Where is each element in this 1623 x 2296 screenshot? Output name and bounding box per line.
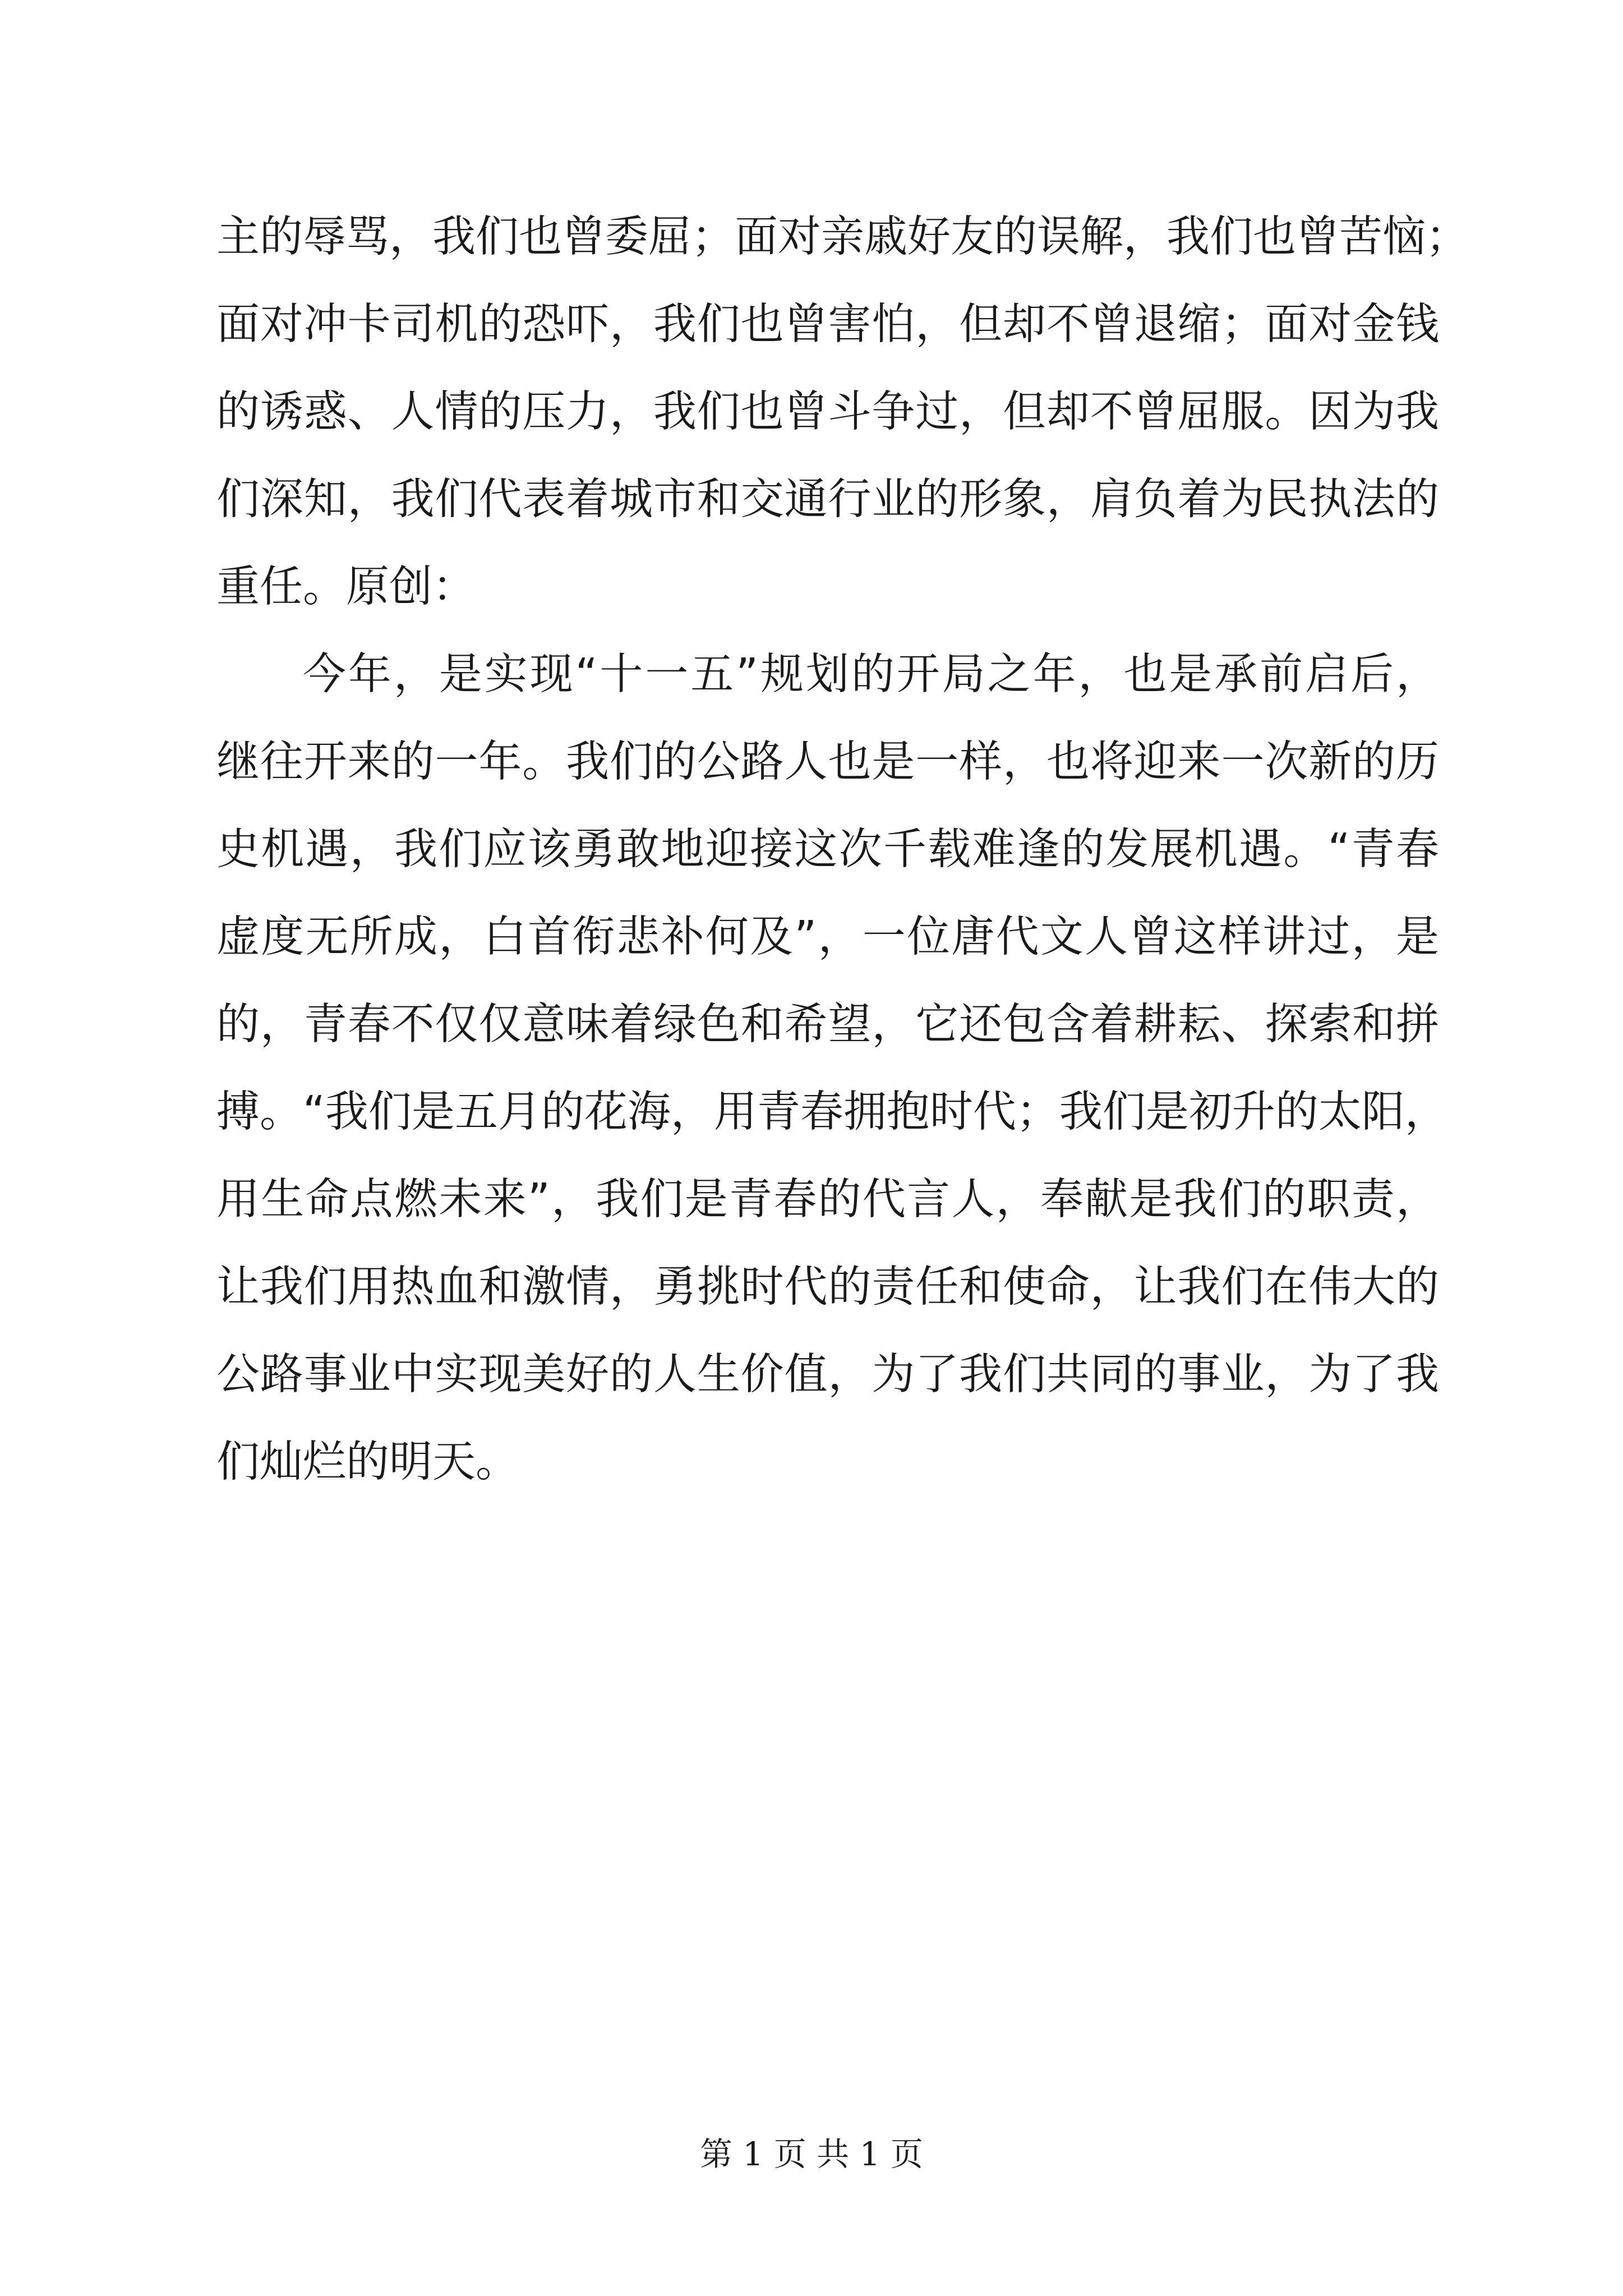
text-line: 主的辱骂，我们也曾委屈；面对亲戚好友的误解，我们也曾苦恼； bbox=[216, 212, 1469, 262]
page-number-footer: 第 1 页 共 1 页 bbox=[700, 2135, 923, 2173]
paragraph-1 bbox=[216, 194, 1469, 631]
text-line: 史机遇，我们应该勇敢地迎接这次千载难逢的发展机遇。“青春 bbox=[216, 825, 1439, 875]
text-line: 继往开来的一年。我们的公路人也是一样，也将迎来一次新的历 bbox=[216, 737, 1439, 787]
text-line: 的，青春不仅仅意味着绿色和希望，它还包含着耕耘、探索和拼 bbox=[216, 1000, 1439, 1050]
text-line: 的诱惑、人情的压力，我们也曾斗争过，但却不曾屈服。因为我 bbox=[216, 387, 1439, 437]
text-line: 今年，是实现“十一五”规划的开局之年，也是承前启后， bbox=[303, 650, 1439, 700]
text-line: 用生命点燃未来”，我们是青春的代言人，奉献是我们的职责， bbox=[216, 1175, 1439, 1225]
text-line: 让我们用热血和激情，勇挑时代的责任和使命，让我们在伟大的 bbox=[216, 1262, 1439, 1312]
paragraph-2 bbox=[216, 631, 1448, 1506]
text-line: 们深知，我们代表着城市和交通行业的形象，肩负着为民执法的 bbox=[216, 475, 1439, 524]
text-line: 重任。原创： bbox=[216, 562, 476, 612]
text-line: 搏。“我们是五月的花海，用青春拥抱时代；我们是初升的太阳， bbox=[216, 1087, 1448, 1137]
text-line: 面对冲卡司机的恐吓，我们也曾害怕，但却不曾退缩；面对金钱 bbox=[216, 300, 1439, 349]
text-line: 们灿烂的明天。 bbox=[216, 1437, 519, 1487]
document-body bbox=[216, 194, 1469, 1506]
text-line: 公路事业中实现美好的人生价值，为了我们共同的事业，为了我 bbox=[216, 1350, 1439, 1400]
text-line: 虚度无所成，白首衔悲补何及”，一位唐代文人曾这样讲过，是 bbox=[216, 912, 1439, 962]
